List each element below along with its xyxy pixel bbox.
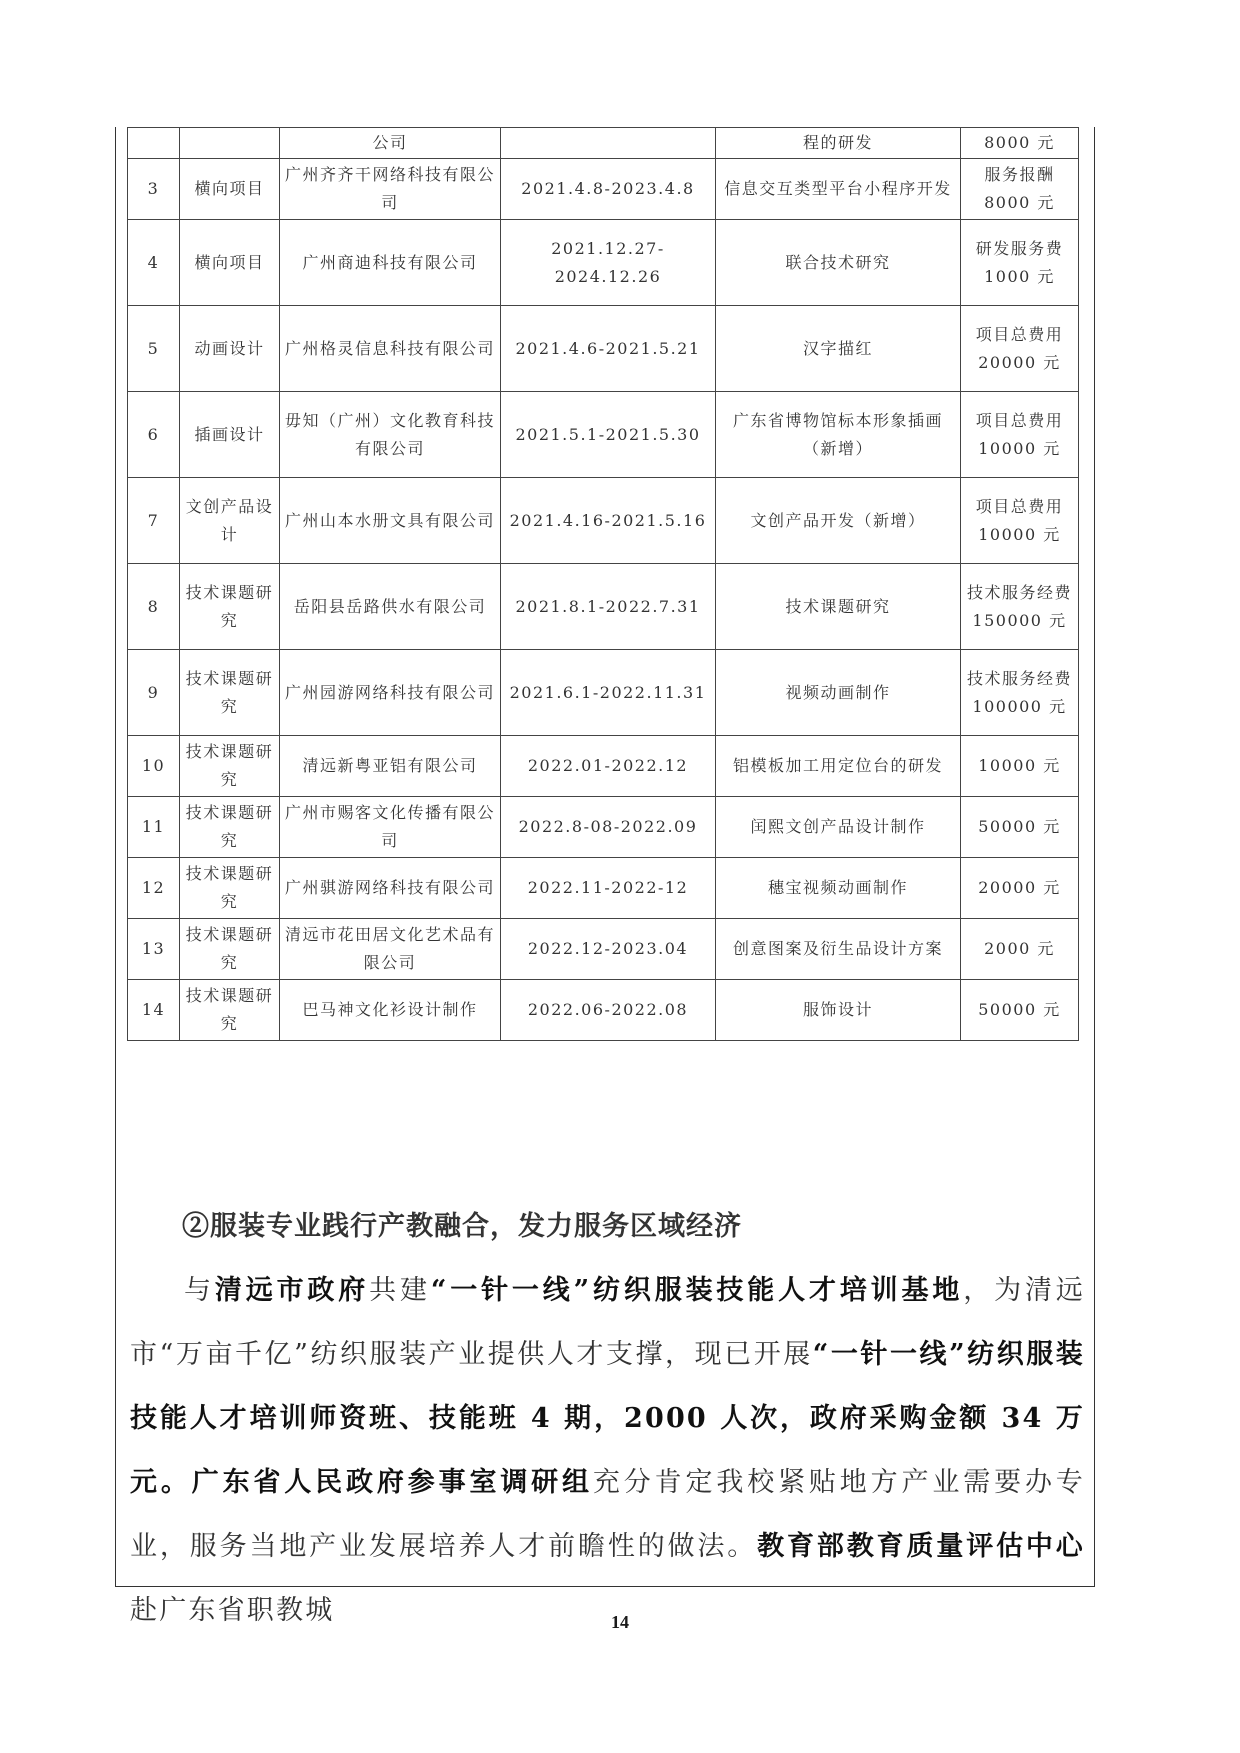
table-row: [128, 919, 1079, 980]
cell-company: 广州齐齐干网络科技有限公司: [280, 159, 501, 220]
section-body: [130, 1195, 1085, 1643]
cell-company: 广州格灵信息科技有限公司: [280, 306, 501, 392]
table-row: [128, 858, 1079, 919]
cell-no: 6: [128, 392, 180, 478]
cell-company: 清远新粤亚铝有限公司: [280, 736, 501, 797]
cell-type: 技术课题研究: [180, 650, 280, 736]
cell-no: 10: [128, 736, 180, 797]
cell-fee: 服务报酬8000 元: [961, 159, 1079, 220]
cell-type: 动画设计: [180, 306, 280, 392]
cell-no: 14: [128, 980, 180, 1041]
cell-no: 12: [128, 858, 180, 919]
cell-no: 13: [128, 919, 180, 980]
section-paragraph: [130, 1259, 1085, 1643]
body-text: ，为清远市“万亩千亿”纺织服装产业提供人才支撑，现已开展: [130, 1275, 1086, 1370]
cell-fee: 项目总费用10000 元: [961, 478, 1079, 564]
cell-period: 2021.6.1-2022.11.31: [501, 650, 716, 736]
cell-type: [180, 128, 280, 159]
cell-fee: 8000 元: [961, 128, 1079, 159]
table-row: [128, 797, 1079, 858]
page-number: 14: [611, 1612, 629, 1632]
cell-type: 横向项目: [180, 220, 280, 306]
table-row: [128, 306, 1079, 392]
cell-company: 广州商迪科技有限公司: [280, 220, 501, 306]
cell-period: 2022.8-08-2022.09: [501, 797, 716, 858]
project-table-body: [128, 128, 1079, 1041]
cell-content: 信息交互类型平台小程序开发: [716, 159, 961, 220]
cell-content: 技术课题研究: [716, 564, 961, 650]
cell-no: 9: [128, 650, 180, 736]
cell-type: 技术课题研究: [180, 858, 280, 919]
cell-content: 文创产品开发（新增）: [716, 478, 961, 564]
cell-company: 广州骐游网络科技有限公司: [280, 858, 501, 919]
cell-company: 清远市花田居文化艺术品有限公司: [280, 919, 501, 980]
cell-period: 2022.12-2023.04: [501, 919, 716, 980]
cell-content: 程的研发: [716, 128, 961, 159]
emphasis-text: 教育部教育质量评估中心: [757, 1531, 1085, 1562]
cell-no: 7: [128, 478, 180, 564]
body-text: 共建: [369, 1275, 431, 1306]
cell-period: 2022.01-2022.12: [501, 736, 716, 797]
cell-period: 2021.12.27-2024.12.26: [501, 220, 716, 306]
cell-fee: 项目总费用10000 元: [961, 392, 1079, 478]
section-heading: ②服装专业践行产教融合，发力服务区域经济: [182, 1211, 742, 1242]
cell-fee: 2000 元: [961, 919, 1079, 980]
cell-type: 技术课题研究: [180, 736, 280, 797]
cell-fee: 技术服务经费100000 元: [961, 650, 1079, 736]
cell-content: 服饰设计: [716, 980, 961, 1041]
cell-content: 视频动画制作: [716, 650, 961, 736]
cell-content: 汉字描红: [716, 306, 961, 392]
cell-fee: 10000 元: [961, 736, 1079, 797]
cell-company: 广州市赐客文化传播有限公司: [280, 797, 501, 858]
cell-no: 3: [128, 159, 180, 220]
cell-content: 联合技术研究: [716, 220, 961, 306]
cell-fee: 项目总费用20000 元: [961, 306, 1079, 392]
cell-type: 技术课题研究: [180, 980, 280, 1041]
project-table: [127, 127, 1079, 1041]
table-row: [128, 564, 1079, 650]
cell-period: 2021.4.16-2021.5.16: [501, 478, 716, 564]
cell-content: 闰熙文创产品设计制作: [716, 797, 961, 858]
table-row: [128, 736, 1079, 797]
cell-content: 创意图案及衍生品设计方案: [716, 919, 961, 980]
cell-no: 4: [128, 220, 180, 306]
cell-period: 2022.06-2022.08: [501, 980, 716, 1041]
cell-company: 巴马神文化衫设计制作: [280, 980, 501, 1041]
cell-company: 岳阳县岳路供水有限公司: [280, 564, 501, 650]
cell-period: 2021.4.8-2023.4.8: [501, 159, 716, 220]
table-row: [128, 128, 1079, 159]
body-text: 赴广东省职教城: [130, 1595, 335, 1626]
cell-fee: 20000 元: [961, 858, 1079, 919]
cell-no: 5: [128, 306, 180, 392]
cell-type: 技术课题研究: [180, 797, 280, 858]
cell-type: 技术课题研究: [180, 564, 280, 650]
body-text: 与: [184, 1275, 215, 1306]
cell-fee: 技术服务经费150000 元: [961, 564, 1079, 650]
cell-no: 11: [128, 797, 180, 858]
cell-period: [501, 128, 716, 159]
cell-period: 2022.11-2022-12: [501, 858, 716, 919]
cell-fee: 50000 元: [961, 797, 1079, 858]
table-row: [128, 478, 1079, 564]
cell-type: 技术课题研究: [180, 919, 280, 980]
cell-company: 公司: [280, 128, 501, 159]
cell-period: 2021.8.1-2022.7.31: [501, 564, 716, 650]
table-row: [128, 392, 1079, 478]
cell-type: 文创产品设计: [180, 478, 280, 564]
cell-period: 2021.4.6-2021.5.21: [501, 306, 716, 392]
emphasis-text: 清远市政府: [214, 1275, 370, 1306]
cell-type: 横向项目: [180, 159, 280, 220]
emphasis-text: “一针一线”纺织服装技能人才培训基地: [430, 1275, 964, 1306]
table-row: [128, 650, 1079, 736]
table-row: [128, 220, 1079, 306]
cell-no: [128, 128, 180, 159]
cell-company: 广州园游网络科技有限公司: [280, 650, 501, 736]
cell-no: 8: [128, 564, 180, 650]
cell-period: 2021.5.1-2021.5.30: [501, 392, 716, 478]
emphasis-text: “一针一线”纺织服装技能人才培训师资班、技能班 4 期，2000 人次，政府采购金额 34 万元。广东省人民政府参事室调研组: [130, 1339, 1086, 1498]
cell-type: 插画设计: [180, 392, 280, 478]
table-row: [128, 980, 1079, 1041]
cell-fee: 50000 元: [961, 980, 1079, 1041]
body-text: 充分肯定我校紧贴地方产业需要办专业，服务当地产业发展培养人才前瞻性的做法。: [130, 1467, 1086, 1562]
cell-company: 毋知（广州）文化教育科技有限公司: [280, 392, 501, 478]
cell-content: 穗宝视频动画制作: [716, 858, 961, 919]
cell-content: 铝模板加工用定位台的研发: [716, 736, 961, 797]
cell-company: 广州山本水册文具有限公司: [280, 478, 501, 564]
cell-content: 广东省博物馆标本形象插画（新增）: [716, 392, 961, 478]
cell-fee: 研发服务费1000 元: [961, 220, 1079, 306]
table-row: [128, 159, 1079, 220]
